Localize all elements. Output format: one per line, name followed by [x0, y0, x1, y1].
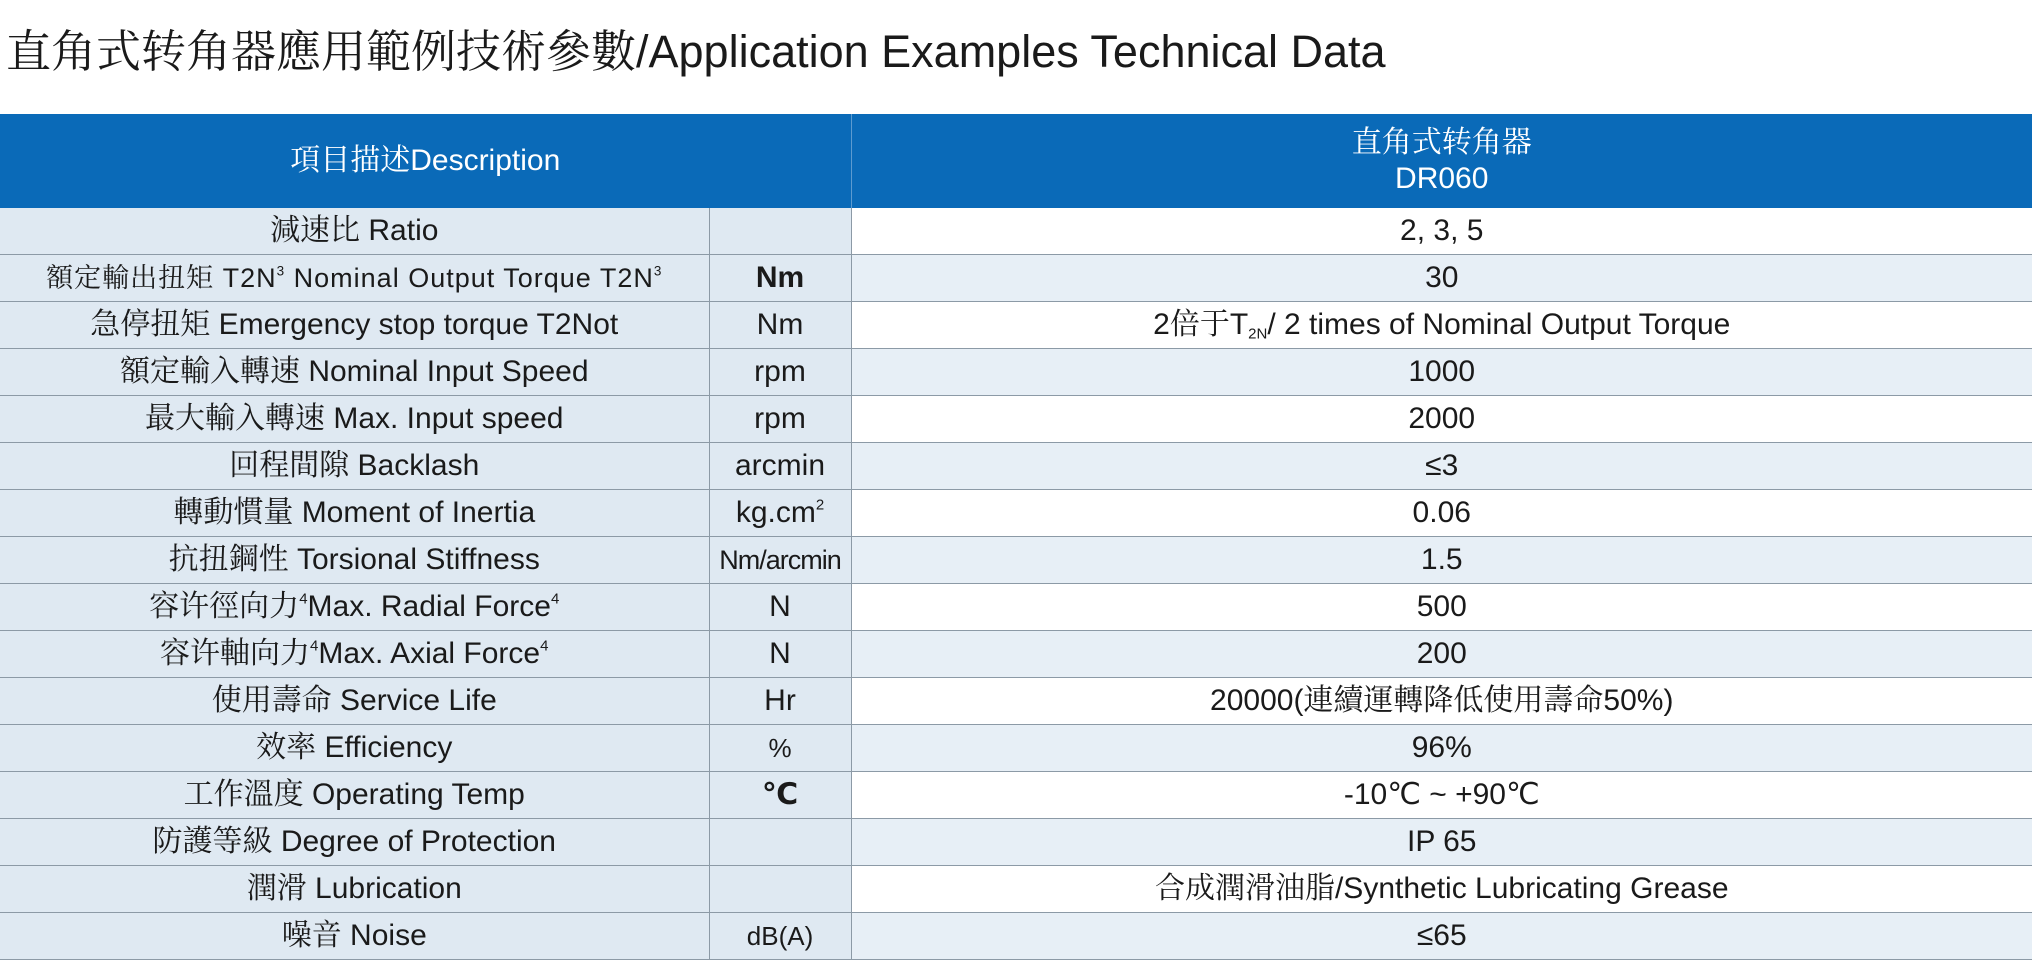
row-unit	[709, 866, 851, 913]
model-name: 直角式转角器	[1351, 126, 1532, 159]
table-row-nominal-input-speed	[0, 349, 2032, 396]
row-description: 減速比 Ratio	[0, 208, 709, 255]
table-row-torsional-stiffness	[0, 537, 2032, 584]
desc-text: 容许軸向力	[160, 637, 311, 670]
desc-text: 容许徑向力	[149, 590, 300, 623]
description-header-label: 項目描述Description	[290, 144, 561, 177]
table-row-efficiency	[0, 725, 2032, 772]
desc-footnote: 3	[653, 263, 663, 279]
row-unit: dB(A)	[709, 913, 851, 960]
row-value: 1000	[851, 349, 2032, 396]
row-value: ≤3	[851, 443, 2032, 490]
desc-text: 額定輸出扭矩 T2N	[46, 263, 277, 293]
row-unit: Hr	[709, 678, 851, 725]
table-row-backlash	[0, 443, 2032, 490]
desc-text-cont: Max. Radial Force	[307, 590, 551, 623]
table-row-max-input-speed	[0, 396, 2032, 443]
table-row-service-life	[0, 678, 2032, 725]
row-description: 額定輸入轉速 Nominal Input Speed	[0, 349, 709, 396]
value-text: 2倍于T	[1153, 308, 1249, 341]
row-value: IP 65	[851, 819, 2032, 866]
row-value: 30	[851, 255, 2032, 302]
row-description: 抗扭鋼性 Torsional Stiffness	[0, 537, 709, 584]
desc-text-cont: Max. Axial Force	[318, 637, 541, 670]
row-description	[0, 584, 709, 631]
desc-footnote: 4	[550, 590, 560, 608]
model-header	[851, 114, 2032, 208]
row-description: 轉動慣量 Moment of Inertia	[0, 490, 709, 537]
row-value: -10℃ ~ +90℃	[851, 772, 2032, 819]
row-description: 防護等級 Degree of Protection	[0, 819, 709, 866]
row-description: 噪音 Noise	[0, 913, 709, 960]
row-description: 最大輸入轉速 Max. Input speed	[0, 396, 709, 443]
row-description: 回程間隙 Backlash	[0, 443, 709, 490]
table-row-operating-temp	[0, 772, 2032, 819]
row-value: 合成潤滑油脂/Synthetic Lubricating Grease	[851, 866, 2032, 913]
row-value: 0.06	[851, 490, 2032, 537]
row-description	[0, 255, 709, 302]
table-row-max-radial-force	[0, 584, 2032, 631]
desc-footnote: 4	[540, 637, 549, 655]
desc-text-cont: Nominal Output Torque T2N	[285, 263, 654, 293]
row-unit	[709, 490, 851, 537]
table-row-noise	[0, 913, 2032, 960]
row-description: 效率 Efficiency	[0, 725, 709, 772]
row-value: 2000	[851, 396, 2032, 443]
desc-footnote: 3	[276, 263, 286, 279]
row-unit: rpm	[709, 396, 851, 443]
row-description: 急停扭矩 Emergency stop torque T2Not	[0, 302, 709, 349]
row-description	[0, 631, 709, 678]
technical-data-table	[0, 114, 2032, 960]
desc-footnote: 4	[310, 637, 319, 655]
table-row-degree-of-protection	[0, 819, 2032, 866]
unit-text: kg.cm	[735, 496, 816, 529]
desc-footnote: 4	[299, 590, 308, 608]
row-value: 2, 3, 5	[851, 208, 2032, 255]
row-description: 潤滑 Lubrication	[0, 866, 709, 913]
row-unit: %	[709, 725, 851, 772]
row-value: 96%	[851, 725, 2032, 772]
row-value: 200	[851, 631, 2032, 678]
value-subscript: 2N	[1248, 325, 1268, 343]
row-unit: N	[709, 584, 851, 631]
row-unit: Nm	[709, 302, 851, 349]
model-code: DR060	[1395, 162, 1489, 195]
row-unit: rpm	[709, 349, 851, 396]
row-value: 500	[851, 584, 2032, 631]
unit-superscript: 2	[815, 496, 825, 514]
table-header-row	[0, 114, 2032, 208]
table-row-nominal-output-torque	[0, 255, 2032, 302]
row-value: ≤65	[851, 913, 2032, 960]
table-row-moment-of-inertia	[0, 490, 2032, 537]
row-unit: N	[709, 631, 851, 678]
row-unit	[709, 208, 851, 255]
row-unit: arcmin	[709, 443, 851, 490]
description-header	[0, 114, 851, 208]
row-description: 使用壽命 Service Life	[0, 678, 709, 725]
table-row-max-axial-force	[0, 631, 2032, 678]
row-unit: ℃	[709, 772, 851, 819]
table-row-ratio	[0, 208, 2032, 255]
table-row-emergency-stop-torque	[0, 302, 2032, 349]
row-value: 1.5	[851, 537, 2032, 584]
row-description: 工作溫度 Operating Temp	[0, 772, 709, 819]
row-value: 20000(連續運轉降低使用壽命50%)	[851, 678, 2032, 725]
row-unit	[709, 819, 851, 866]
row-unit: Nm	[709, 255, 851, 302]
row-value	[851, 302, 2032, 349]
table-row-lubrication	[0, 866, 2032, 913]
row-unit: Nm/arcmin	[709, 537, 851, 584]
value-text-cont: / 2 times of Nominal Output Torque	[1267, 308, 1731, 341]
page-title: 直角式转角器應用範例技術參數/Application Examples Technical Data	[6, 26, 1386, 77]
